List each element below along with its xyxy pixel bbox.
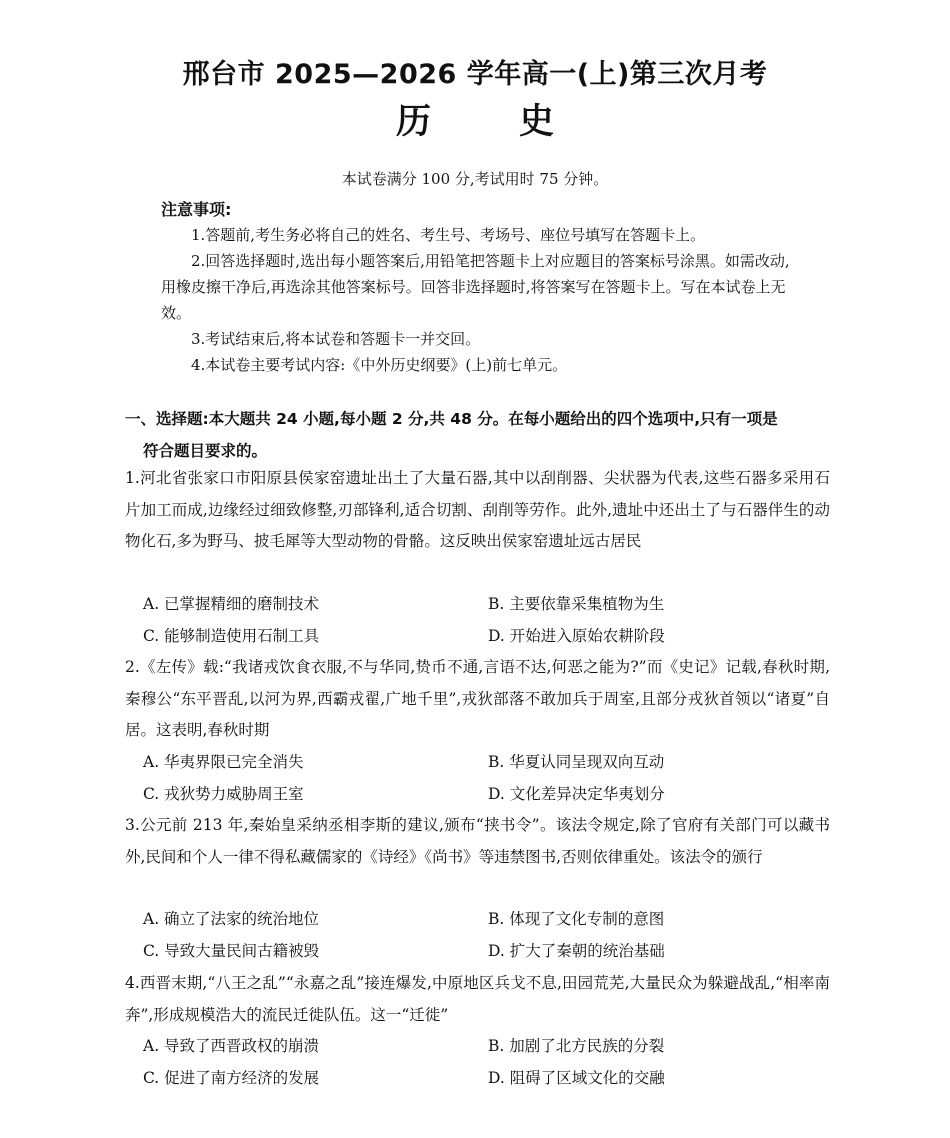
notice-item: 3.考试结束后,将本试卷和答题卡一并交回。 [191,330,481,348]
exam-info: 本试卷满分 100 分,考试用时 75 分钟。 [341,170,609,188]
section-heading [125,403,830,467]
option-c: C. 导致大量民间古籍被毁 [143,941,320,960]
option-b: B. 华夏认同呈现双向互动 [488,753,665,771]
option-d: D. 开始进入原始农耕阶段 [488,626,665,645]
option-b: B. 加剧了北方民族的分裂 [488,1037,665,1055]
option-a: A. 导致了西晋政权的崩溃 [143,1037,320,1055]
option-c: C. 能够制造使用石制工具 [143,626,320,645]
option-d: D. 文化差异决定华夷划分 [488,784,665,803]
question-stem: 4.西晋末期,“八王之乱”“永嘉之乱”接连爆发,中原地区兵戈不息,田园荒芜,大量民众为躲避战乱,“相率南奔”,形成规模浩大的流民迁徙队伍。这一“迁徙” [125,974,830,1024]
option-c: C. 戎狄势力威胁周王室 [143,784,304,803]
option-b: B. 主要依靠采集植物为生 [488,595,665,613]
section-heading-line: 符合题目要求的。 [143,442,268,460]
notice-item: 1.答题前,考生务必将自己的姓名、考生号、考场号、座位号填写在答题卡上。 [191,226,706,244]
question-stem: 3.公元前 213 年,秦始皇采纳丞相李斯的建议,颁布“挟书令”。该法令规定,除了官府有关部门可以藏书外,民间和个人一律不得私藏儒家的《诗经》《尚书》等违禁图书,否则依律重处。该法令的颁行 [125,816,831,866]
notice-item: 4.本试卷主要考试内容:《中外历史纲要》(上)前七单元。 [191,356,568,374]
section-heading-line: 一、选择题:本大题共 24 小题,每小题 2 分,共 48 分。在每小题给出的四个选项中,只有一项是 [125,410,778,428]
option-a: A. 已掌握精细的磨制技术 [143,595,320,613]
question-stem: 1.河北省张家口市阳原县侯家窑遗址出土了大量石器,其中以刮削器、尖状器为代表,这些石器多采用石片加工而成,边缘经过细致修整,刃部锋利,适合切割、刮削等劳作。此外,遗址中还出土了与石器伴生的动物化石,多为野马、披毛犀等大型动物的骨骼。这反映出侯家窑遗址远古居民 [125,469,830,550]
option-d: D. 扩大了秦朝的统治基础 [488,941,665,960]
question-options [143,589,833,652]
option-d: D. 阻碍了区域文化的交融 [488,1068,665,1087]
notice-item: 2.回答选择题时,选出每小题答案后,用铅笔把答题卡上对应题目的答案标号涂黑。如需改动,用橡皮擦干净后,再选涂其他答案标号。回答非选择题时,将答案写在答题卡上。写在本试卷上无效。 [161,252,790,322]
question-options [143,904,833,967]
exam-title: 邢台市 2025—2026 学年高一(上)第三次月考 [182,59,768,90]
subject-title: 历史 [395,102,642,142]
option-b: B. 体现了文化专制的意图 [488,910,665,928]
question-options [143,1031,833,1094]
question-stem: 2.《左传》载:“我诸戎饮食衣服,不与华同,贽币不通,言语不达,何恶之能为?”而《史记》记载,春秋时期,秦穆公“东平晋乱,以河为界,西霸戎翟,广地千里”,戎狄部落不敢加兵于周室,且部分戎狄首领以“诸夏”自居。这表明,春秋时期 [125,658,830,739]
question-options [143,747,833,810]
option-c: C. 促进了南方经济的发展 [143,1068,320,1087]
option-a: A. 确立了法家的统治地位 [143,910,320,928]
notice-heading: 注意事项: [161,200,232,219]
option-a: A. 华夷界限已完全消失 [143,753,304,771]
